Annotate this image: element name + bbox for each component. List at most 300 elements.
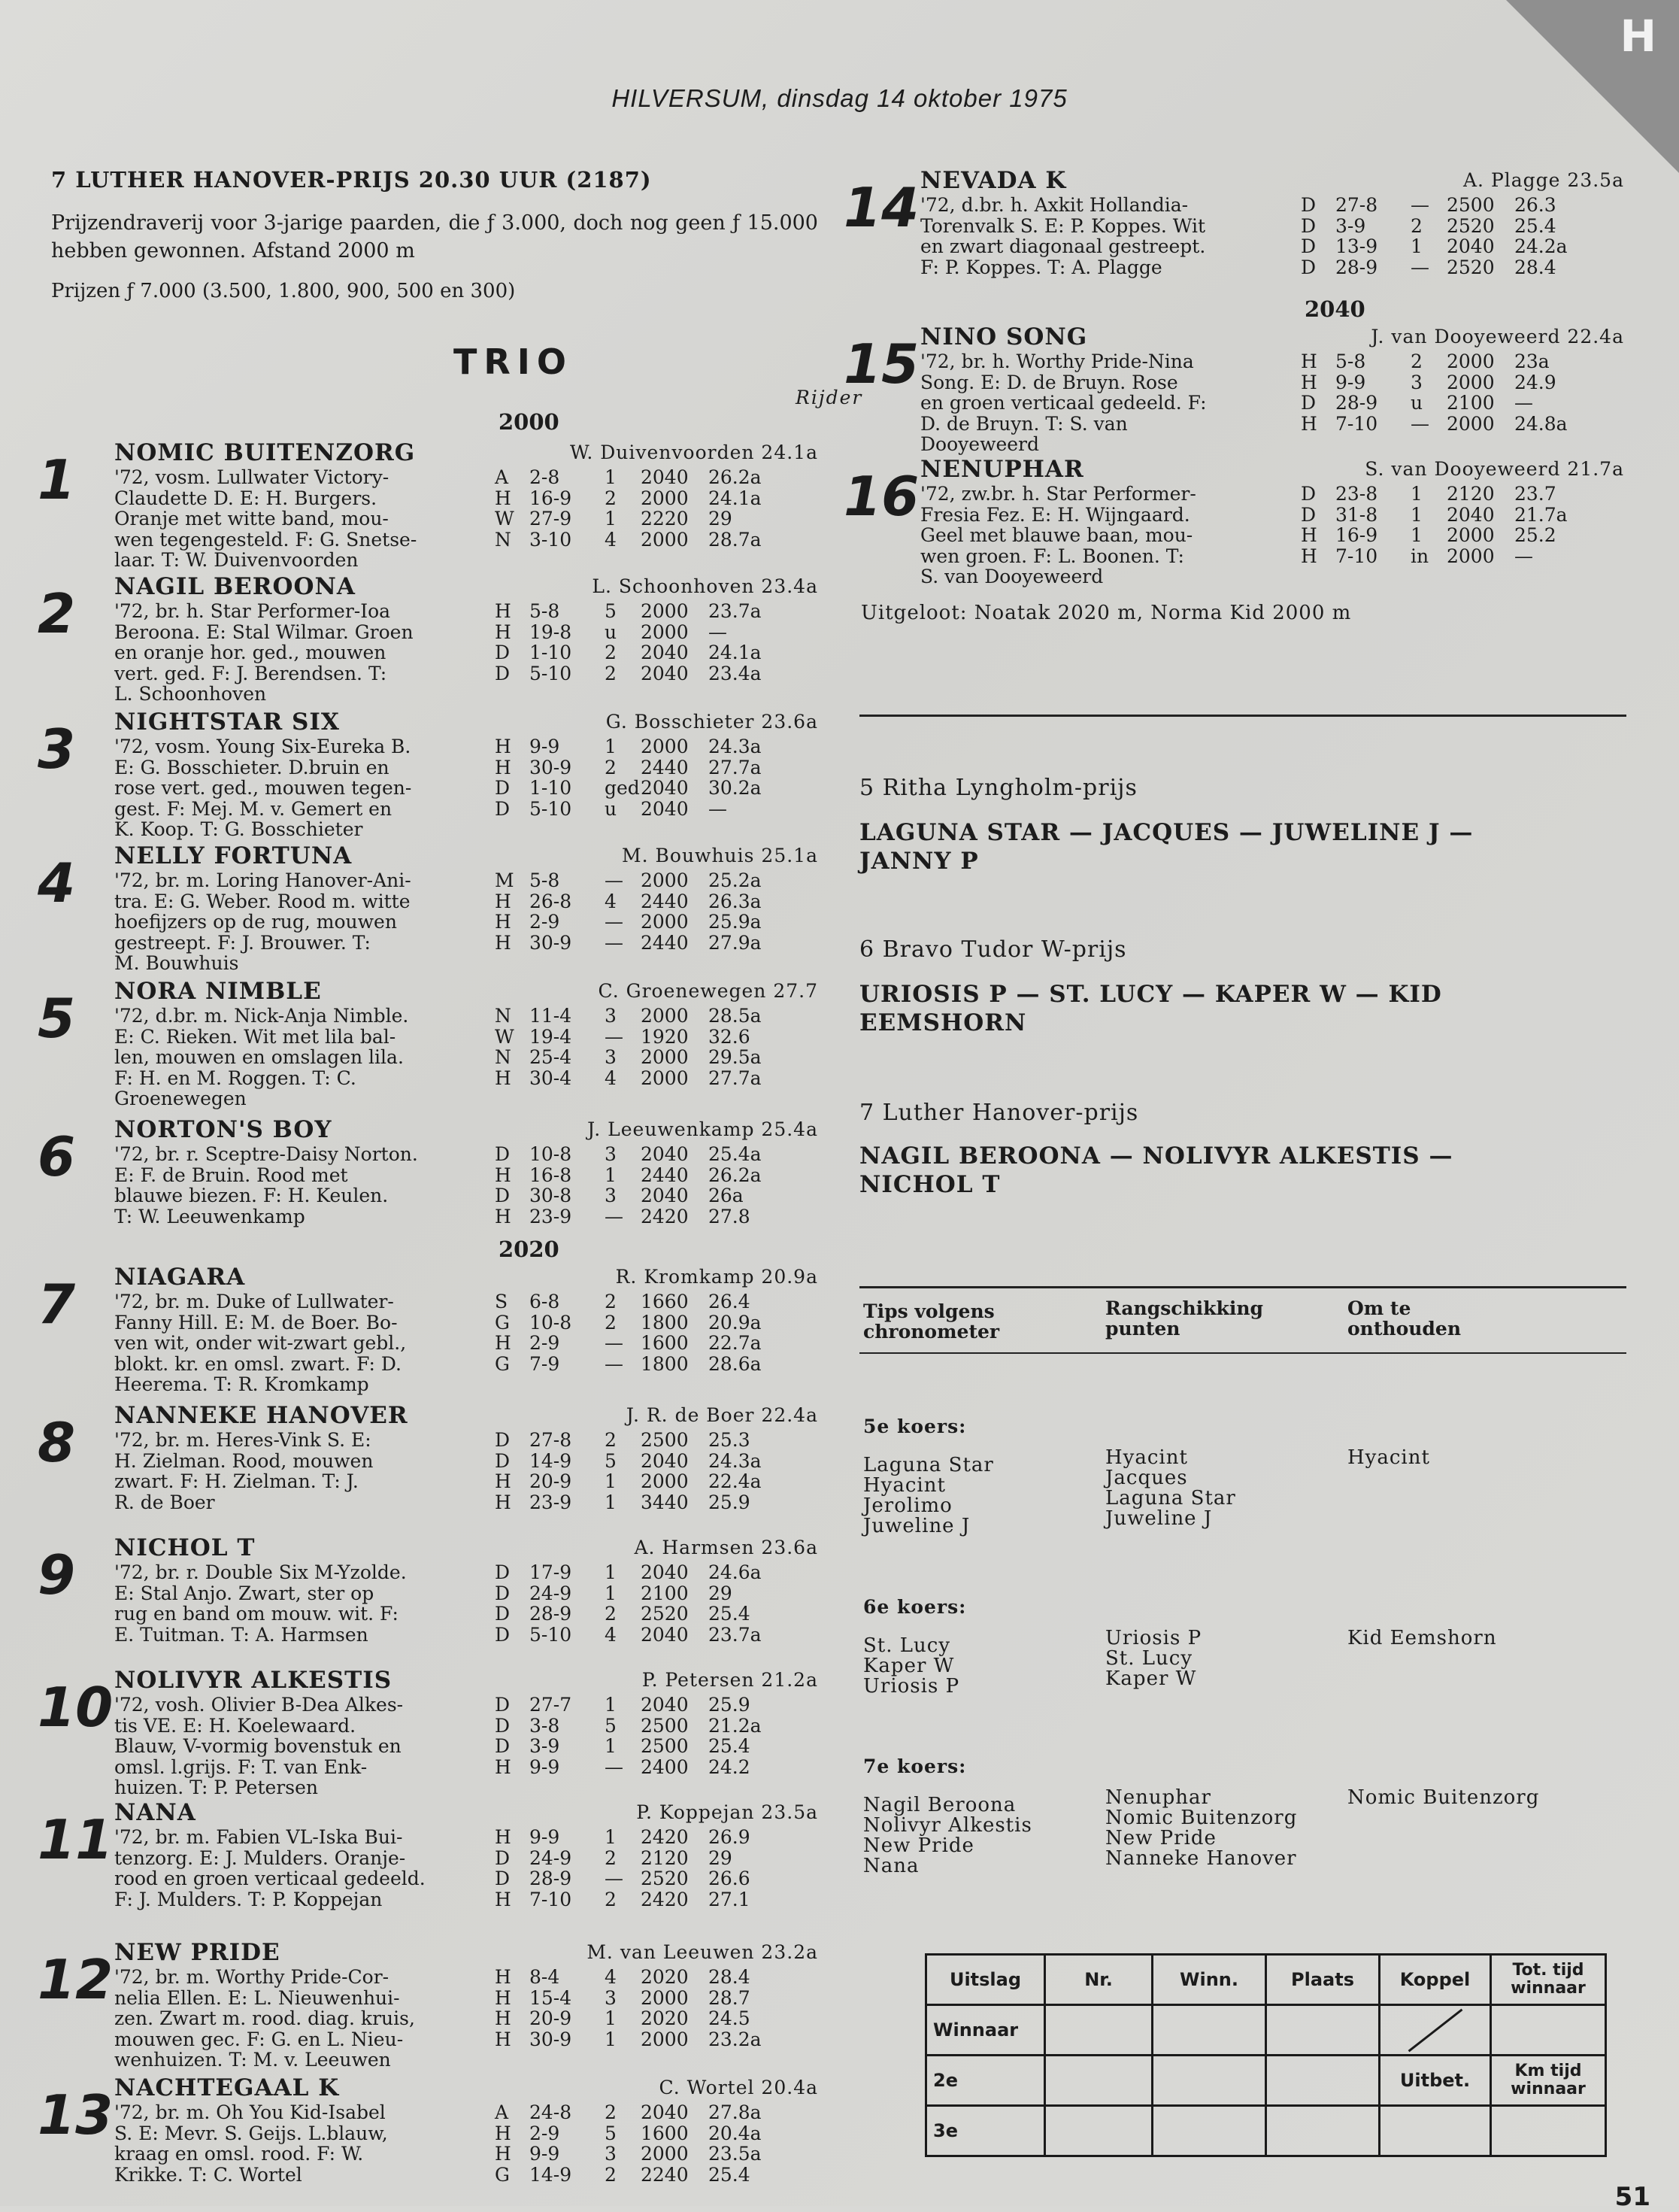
description-line: mouwen gec. F: G. en L. Nieu-: [114, 2028, 404, 2050]
tip-list: [863, 1455, 994, 1537]
placing: 3: [605, 1005, 617, 1027]
horse-description: [114, 2102, 388, 2185]
description-line: '72, br. m. Fabien VL-Iska Bui-: [114, 1826, 403, 1848]
distance-heading: 2020: [499, 1236, 559, 1262]
race-date: 23-9: [529, 1205, 572, 1227]
track-code: H: [495, 931, 511, 954]
horse-name: NICHOL T: [114, 1534, 256, 1561]
performance-row: [1301, 393, 1568, 414]
horse-description: [920, 195, 1205, 278]
distance: 2000: [1447, 412, 1495, 435]
race-date: 19-8: [529, 621, 572, 643]
horse-entry: [38, 573, 826, 709]
track-code: H: [495, 1205, 511, 1227]
race-date: 2-9: [529, 2122, 560, 2144]
track-code: H: [1301, 350, 1317, 372]
distance: 2120: [1447, 483, 1495, 505]
form-cell[interactable]: [1045, 2056, 1153, 2106]
performance-lines: [495, 1695, 762, 1777]
performance-row: [1301, 414, 1568, 435]
description-line: '72, d.br. m. Nick-Anja Nimble.: [114, 1005, 409, 1027]
track-code: H: [495, 600, 511, 622]
race-date: 3-9: [529, 1735, 560, 1757]
placing: —: [605, 1205, 623, 1227]
form-row-label: 3e: [926, 2106, 1045, 2156]
race-date: 1-10: [529, 642, 572, 663]
description-line: '72, br. r. Double Six M-Yzolde.: [114, 1561, 407, 1583]
race-date: 28-9: [1335, 392, 1378, 414]
km-time: 27.8: [708, 1205, 750, 1227]
km-time: —: [708, 621, 727, 643]
performance-row: [495, 1716, 762, 1737]
km-time: 29.5a: [708, 1046, 762, 1068]
performance-row: [495, 1451, 762, 1472]
performance-lines: [495, 1967, 762, 2050]
horse-description: [114, 1430, 373, 1513]
distance-heading: 2000: [499, 409, 559, 435]
description-line: zwart. F: H. Zielman. T: J.: [114, 1470, 359, 1492]
start-number: 2: [38, 582, 76, 645]
description-line: Blauw, V-vormig bovenstuk en: [114, 1735, 402, 1757]
km-time: 24.5: [708, 2007, 750, 2029]
race-date: 30-9: [529, 2028, 572, 2050]
race-date: 15-4: [529, 1986, 572, 2009]
km-time: 23.4a: [708, 662, 762, 684]
km-time: 24.6a: [708, 1561, 762, 1583]
race-date: 24-9: [529, 1582, 572, 1604]
distance: 2500: [1447, 194, 1495, 216]
track-code: D: [495, 1846, 511, 1869]
form-cell[interactable]: [1266, 2056, 1380, 2106]
horse-entry: [38, 1939, 826, 2074]
performance-lines: [495, 1827, 750, 1910]
km-time: 23.7a: [708, 1623, 762, 1646]
distance: 2100: [641, 1582, 689, 1604]
distance: 2440: [641, 890, 689, 912]
rider-and-record: C. Groenewegen 27.7: [598, 980, 818, 1002]
km-time: 24.2a: [1514, 235, 1568, 257]
race-date: 30-8: [529, 1185, 572, 1206]
horse-entry: [38, 1799, 826, 1934]
performance-row: [495, 2102, 762, 2123]
start-number: 13: [38, 2083, 114, 2147]
placing: 2: [1411, 350, 1423, 372]
performance-row: [495, 488, 762, 509]
form-cell[interactable]: [1045, 2005, 1153, 2056]
track-code: H: [495, 911, 511, 933]
tip-list: [863, 1636, 959, 1697]
distance: 2000: [641, 2028, 689, 2050]
km-time: 27.8a: [708, 2101, 762, 2123]
tip-horse: Laguna Star: [863, 1454, 994, 1476]
placing: 1: [1411, 524, 1423, 546]
km-time: 25.9a: [708, 911, 762, 933]
description-line: Song. E: D. de Bruyn. Rose: [920, 371, 1178, 393]
description-line: zen. Zwart m. rood. diag. kruis,: [114, 2007, 415, 2029]
performance-row: [1301, 505, 1568, 526]
rider-and-record: L. Schoonhoven 23.4a: [592, 575, 818, 597]
horse-name: NIAGARA: [114, 1264, 246, 1291]
horse-entry: [38, 1534, 826, 1670]
placing: 4: [605, 1067, 617, 1089]
race-date: 28-9: [529, 1603, 572, 1625]
form-cell[interactable]: [1266, 2005, 1380, 2056]
performance-row: [495, 912, 762, 933]
km-time: 28.5a: [708, 1005, 762, 1027]
distance: 2040: [641, 1185, 689, 1206]
track-code: G: [495, 2163, 510, 2186]
distance: 2040: [641, 777, 689, 799]
distance: 2240: [641, 2163, 689, 2186]
race-date: 24-8: [529, 2101, 572, 2123]
km-time: 28.7: [708, 1986, 750, 2009]
placing: —: [605, 931, 623, 954]
form-cell[interactable]: [1153, 2005, 1266, 2056]
distance: 2000: [641, 2143, 689, 2165]
koers-label: 6e koers:: [863, 1596, 967, 1618]
placing: —: [1411, 194, 1429, 216]
distance: 2040: [641, 662, 689, 684]
form-header: Tot. tijd winnaar: [1491, 1955, 1606, 2005]
distance: 2000: [641, 1067, 689, 1089]
distance: 2400: [641, 1755, 689, 1778]
horse-name: NACHTEGAAL K: [114, 2074, 340, 2101]
result-form-table: [925, 1953, 1607, 2157]
rider-and-record: S. van Dooyeweerd 21.7a: [1365, 458, 1624, 480]
placing: —: [1411, 412, 1429, 435]
result-body: URIOSIS P — ST. LUCY — KAPER W — KID EEMSHORN: [859, 981, 1442, 1036]
horse-name: NINO SONG: [920, 323, 1088, 350]
km-time: 26.3a: [708, 890, 762, 912]
race-date: 23-8: [1335, 483, 1378, 505]
race-date: 20-9: [529, 2007, 572, 2029]
horse-description: [114, 1291, 406, 1395]
description-line: tenzorg. E: J. Mulders. Oranje-: [114, 1846, 406, 1869]
performance-row: [495, 663, 762, 684]
horse-description: [114, 1006, 408, 1109]
performance-row: [495, 1848, 750, 1869]
rider-and-record: J. Leeuwenkamp 25.4a: [587, 1118, 818, 1140]
placing: —: [605, 1755, 623, 1778]
race-date: 28-9: [1335, 256, 1378, 278]
performance-row: [495, 1165, 762, 1186]
form-cell[interactable]: [1491, 2106, 1606, 2156]
performance-row: [495, 1006, 762, 1027]
track-code: D: [495, 1429, 511, 1451]
performance-row: [1301, 236, 1568, 257]
description-line: rood en groen verticaal gedeeld.: [114, 1868, 426, 1889]
km-time: 25.4a: [708, 1143, 762, 1165]
description-line: Fresia Fez. E: H. Wijngaard.: [920, 503, 1190, 526]
horse-name: NOLIVYR ALKESTIS: [114, 1667, 392, 1694]
km-time: 27.1: [708, 1888, 750, 1910]
horse-entry: [844, 323, 1632, 459]
track-code: W: [495, 1025, 514, 1048]
distance: 2040: [641, 1561, 689, 1583]
uitgeloot-note: Uitgeloot: Noatak 2020 m, Norma Kid 2000 m: [861, 602, 1352, 624]
race-date: 8-4: [529, 1966, 560, 1988]
performance-row: [495, 529, 762, 551]
distance: 2040: [641, 642, 689, 663]
placing: —: [605, 1352, 623, 1375]
performance-lines: [495, 736, 762, 819]
tip-horse: Uriosis P: [863, 1675, 960, 1698]
race-date: 5-10: [529, 662, 572, 684]
description-line: E: C. Rieken. Wit met lila bal-: [114, 1025, 396, 1048]
track-code: S: [495, 1291, 508, 1312]
placing: 3: [605, 2143, 617, 2165]
distance: 2000: [641, 1986, 689, 2009]
section-letter: H: [1620, 11, 1656, 62]
distance: 2420: [641, 1205, 689, 1227]
performance-row: [1301, 484, 1568, 505]
track-code: W: [495, 508, 514, 529]
start-number: 12: [38, 1948, 114, 2011]
race-date: 10-8: [529, 1143, 572, 1165]
form-cell-crossed: [1380, 2005, 1491, 2056]
track-code: A: [495, 2101, 509, 2123]
placing: 2: [605, 1429, 617, 1451]
placing: 2: [1411, 214, 1423, 237]
placing: —: [605, 1332, 623, 1354]
performance-row: [1301, 525, 1568, 546]
distance: 2420: [641, 1826, 689, 1848]
distance: 2000: [1447, 371, 1495, 393]
description-line: hoefijzers op de rug, mouwen: [114, 911, 397, 933]
performance-row: [1301, 257, 1568, 278]
track-code: D: [495, 1185, 511, 1206]
form-cell[interactable]: [1380, 2106, 1491, 2156]
km-time: 26.2a: [708, 1164, 762, 1186]
race-date: 14-9: [529, 2163, 572, 2186]
km-time: 25.3: [708, 1429, 750, 1451]
distance: 2520: [641, 1603, 689, 1625]
distance: 2000: [641, 621, 689, 643]
km-time: 29: [708, 508, 732, 529]
distance: 1600: [641, 2122, 689, 2144]
performance-lines: [495, 467, 762, 550]
description-line: wen tegengesteld. F: G. Snetse-: [114, 528, 417, 551]
description-line: blokt. kr. en omsl. zwart. F: D.: [114, 1352, 402, 1375]
tip-horse: Laguna Star: [1105, 1487, 1236, 1510]
distance: 2040: [1447, 235, 1495, 257]
tip-list: [863, 1795, 1032, 1877]
performance-lines: [495, 1144, 762, 1227]
placing: 4: [605, 528, 617, 551]
race-date: 9-9: [1335, 371, 1366, 393]
km-time: 24.3a: [708, 736, 762, 757]
km-time: 25.9: [708, 1491, 750, 1513]
placing: 1: [605, 736, 617, 757]
placing: 5: [605, 2122, 617, 2144]
race-date: 9-9: [529, 1826, 560, 1848]
placing: 2: [605, 756, 617, 778]
start-number: 14: [844, 176, 920, 239]
km-time: 23.5a: [708, 2143, 762, 2165]
race-date: 20-9: [529, 1470, 572, 1492]
horse-description: [114, 1967, 415, 2071]
distance: 2520: [1447, 214, 1495, 237]
race-date: 30-4: [529, 1067, 572, 1089]
track-code: N: [495, 528, 511, 551]
horse-entry: [844, 167, 1632, 302]
km-time: 25.4: [708, 1735, 750, 1757]
race-date: 19-4: [529, 1025, 572, 1048]
placing: 4: [605, 1966, 617, 1988]
start-number: 4: [38, 851, 76, 915]
form-header: Uitslag: [926, 1955, 1045, 2005]
form-cell[interactable]: [1491, 2005, 1606, 2056]
km-time: 28.6a: [708, 1352, 762, 1375]
horse-entry: [38, 842, 826, 978]
form-km-tijd-label: Km tijd winnaar: [1491, 2056, 1606, 2106]
distance-heading: 2040: [1305, 296, 1365, 322]
description-line: F: J. Mulders. T: P. Koppejan: [114, 1888, 383, 1910]
description-line: Dooyeweerd: [920, 433, 1040, 455]
track-code: H: [495, 756, 511, 778]
start-number: 5: [38, 987, 76, 1050]
placing: 5: [605, 600, 617, 622]
description-line: Krikke. T: C. Wortel: [114, 2163, 302, 2186]
track-code: D: [1301, 483, 1317, 505]
performance-row: [495, 933, 762, 954]
distance: 2000: [1447, 545, 1495, 567]
rider-and-record: C. Wortel 20.4a: [659, 2077, 818, 2098]
form-cell[interactable]: [1266, 2106, 1380, 2156]
performance-row: [1301, 351, 1568, 372]
tip-horse: Nolivyr Alkestis: [863, 1814, 1032, 1837]
form-cell[interactable]: [1153, 2106, 1266, 2156]
tip-horse: Nagil Beroona: [863, 1794, 1017, 1816]
race-date: 5-10: [529, 1623, 572, 1646]
result-body: NAGIL BEROONA — NOLIVYR ALKESTIS — NICHOL T: [859, 1142, 1453, 1198]
description-line: en groen verticaal gedeeld. F:: [920, 392, 1207, 414]
km-time: 24.2: [708, 1755, 750, 1778]
track-code: N: [495, 1046, 511, 1068]
description-line: vert. ged. F: J. Berendsen. T:: [114, 662, 387, 684]
performance-row: [1301, 372, 1568, 393]
rider-and-record: J. van Dooyeweerd 22.4a: [1371, 326, 1624, 347]
track-code: H: [495, 1164, 511, 1186]
km-time: —: [1514, 392, 1533, 414]
description-line: laar. T: W. Duivenvoorden: [114, 549, 359, 571]
performance-lines: [495, 601, 762, 684]
race-date: 5-10: [529, 797, 572, 820]
km-time: 26a: [708, 1185, 744, 1206]
km-time: 25.4: [708, 1603, 750, 1625]
description-line: Claudette D. E: H. Burgers.: [114, 487, 377, 509]
distance: 2040: [1447, 503, 1495, 526]
km-time: 26.9: [708, 1826, 750, 1848]
performance-row: [495, 1695, 762, 1716]
race-date: 1-10: [529, 777, 572, 799]
track-code: H: [495, 890, 511, 912]
track-code: D: [495, 777, 511, 799]
description-line: Heerema. T: R. Kromkamp: [114, 1373, 369, 1395]
horse-entry: [38, 709, 826, 844]
km-time: 26.2a: [708, 466, 762, 488]
horse-entry: [38, 1264, 826, 1399]
performance-row: [495, 1206, 762, 1227]
track-code: H: [1301, 545, 1317, 567]
placing: in: [1411, 545, 1429, 567]
tip-list: [1105, 1448, 1236, 1529]
distance: 2040: [641, 1694, 689, 1716]
placing: 2: [605, 1291, 617, 1312]
tip-horse: Nana: [863, 1855, 920, 1877]
performance-row: [495, 1312, 762, 1334]
description-line: E. Tuitman. T: A. Harmsen: [114, 1623, 368, 1646]
track-code: D: [495, 662, 511, 684]
distance: 2100: [1447, 392, 1495, 414]
performance-row: [495, 799, 762, 820]
horse-name: NANA: [114, 1799, 196, 1826]
horse-description: [920, 484, 1196, 587]
race-date: 9-9: [529, 2143, 560, 2165]
rider-and-record: A. Harmsen 23.6a: [634, 1537, 818, 1558]
km-time: 27.7a: [708, 756, 762, 778]
distance: 2520: [641, 1868, 689, 1889]
track-code: H: [495, 736, 511, 757]
performance-row: [495, 1868, 750, 1889]
tip-horse: Hyacint: [863, 1474, 946, 1497]
km-time: —: [1514, 545, 1533, 567]
performance-row: [495, 1185, 762, 1206]
description-line: huizen. T: P. Petersen: [114, 1777, 318, 1798]
performance-lines: [495, 1291, 762, 1374]
tip-horse: New Pride: [863, 1834, 974, 1857]
track-code: D: [495, 1582, 511, 1604]
start-number: 6: [38, 1125, 76, 1188]
performance-lines: [495, 870, 762, 953]
tip-horse: Nanneke Hanover: [1105, 1847, 1297, 1870]
placing: 1: [605, 508, 617, 529]
description-line: R. de Boer: [114, 1491, 215, 1513]
distance: 2040: [641, 797, 689, 820]
distance: 2500: [641, 1735, 689, 1757]
km-time: 23.2a: [708, 2028, 762, 2050]
form-header: Nr.: [1045, 1955, 1153, 2005]
distance: 2500: [641, 1429, 689, 1451]
description-line: '72, br. h. Worthy Pride-Nina: [920, 350, 1194, 372]
race-date: 13-9: [1335, 235, 1378, 257]
performance-row: [495, 891, 762, 912]
performance-row: [495, 1889, 750, 1910]
description-line: H. Zielman. Rood, mouwen: [114, 1449, 374, 1472]
placing: 2: [605, 1603, 617, 1625]
form-cell[interactable]: [1045, 2106, 1153, 2156]
km-time: 24.9: [1514, 371, 1556, 393]
placing: ged: [605, 777, 640, 799]
distance: 2000: [641, 1046, 689, 1068]
race-date: 7-10: [529, 1888, 572, 1910]
placing: 5: [605, 1449, 617, 1472]
form-cell[interactable]: [1153, 2056, 1266, 2106]
distance: 2000: [641, 1005, 689, 1027]
performance-lines: [495, 1562, 762, 1645]
horse-name: NORTON'S BOY: [114, 1116, 332, 1143]
performance-lines: [495, 1430, 762, 1513]
result-body: LAGUNA STAR — JACQUES — JUWELINE J — JANNY P: [859, 819, 1474, 875]
race-date: 2-9: [529, 911, 560, 933]
horse-description: [114, 1562, 407, 1645]
description-line: T: W. Leeuwenkamp: [114, 1205, 305, 1227]
placing: 1: [605, 1491, 617, 1513]
horse-name: NIGHTSTAR SIX: [114, 709, 340, 736]
performance-row: [495, 622, 762, 643]
track-code: H: [495, 1491, 511, 1513]
description-line: wenhuizen. T: M. v. Leeuwen: [114, 2049, 391, 2071]
